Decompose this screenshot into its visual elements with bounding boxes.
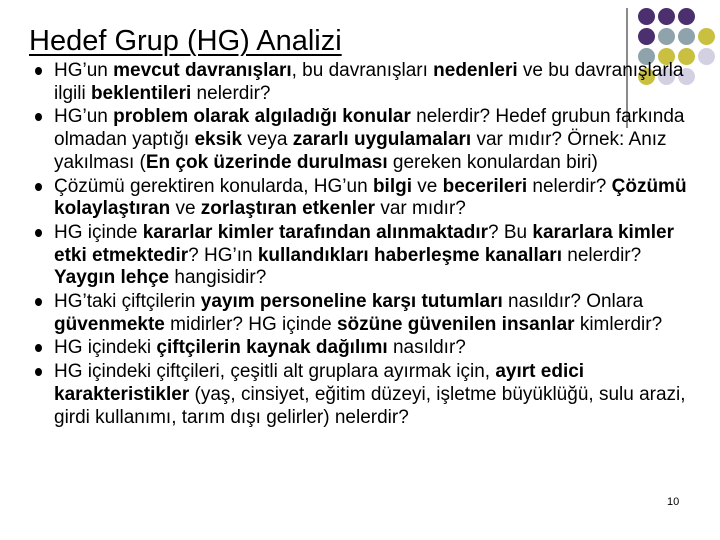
bullet-text: hangisidir?	[169, 267, 267, 289]
slide-title: Hedef Grup (HG) Analizi	[29, 25, 342, 57]
bullet-text: gereken konulardan biri)	[387, 151, 598, 173]
bullet-item	[34, 291, 694, 336]
bullet-bold-text: kararlar kimler tarafından alınmaktadır	[142, 221, 489, 243]
bullet-text: ? Bu	[488, 221, 533, 243]
bullet-bold-text: çiftçilerin kaynak dağılımı	[156, 337, 388, 359]
bullet-item	[34, 176, 694, 221]
bullet-text: nelerdir?	[191, 82, 271, 104]
decorative-dot	[638, 28, 655, 45]
page-number: 10	[667, 496, 680, 508]
bullet-bold-text: sözüne güvenilen insanlar	[336, 313, 575, 335]
bullet-item	[34, 361, 694, 429]
decorative-dot	[638, 8, 655, 25]
bullet-text: HG içindeki	[54, 337, 157, 359]
bullet-bold-text: zararlı uygulamaları	[292, 129, 472, 151]
bullet-bold-text: bilgi	[372, 175, 412, 197]
bullet-text: nasıldır? Onlara	[502, 291, 644, 313]
bullet-text: ve	[412, 175, 443, 197]
decorative-dot	[698, 48, 715, 65]
bullet-text: nasıldır?	[387, 337, 466, 359]
bullet-bold-text: beklentileri	[90, 82, 192, 104]
bullet-bold-text: nedenleri	[433, 60, 518, 81]
bullet-text: ve	[170, 198, 201, 220]
bullet-text: nelerdir?	[527, 175, 612, 197]
bullet-text: , bu davranışları	[291, 60, 434, 81]
bullet-text: HG’un	[54, 106, 114, 128]
bullet-text: Çözümü gerektiren konularda, HG’un	[54, 175, 373, 197]
bullet-text: HG’un	[54, 60, 114, 81]
bullet-bold-text: En çok üzerinde durulması	[145, 151, 388, 173]
bullet-item	[34, 337, 694, 360]
bullet-bold-text: mevcut davranışları	[113, 60, 292, 81]
bullet-bold-text: becerileri	[442, 175, 528, 197]
bullet-bold-text: güvenmekte	[54, 313, 165, 335]
bullet-text: HG içinde	[54, 221, 143, 243]
bullet-bold-text: yayım personeline karşı tutumları	[200, 291, 503, 313]
decorative-dot	[658, 28, 675, 45]
bullet-text: nelerdir? Hedef grubun farkında olmadan yaptığı	[54, 106, 685, 151]
decorative-dot	[678, 28, 695, 45]
bullet-list	[34, 60, 694, 430]
bullet-item	[34, 60, 694, 105]
bullet-text: midirler? HG içinde	[164, 313, 337, 335]
bullet-bold-text: Çözümü kolaylaştıran	[54, 175, 687, 220]
bullet-bold-text: zorlaştıran etkenler	[200, 198, 376, 220]
bullet-text: ? HG’ın	[188, 244, 258, 266]
bullet-item	[34, 106, 694, 174]
bullet-text: kimlerdir?	[574, 313, 663, 335]
bullet-bold-text: ayırt edici karakteristikler	[54, 361, 585, 405]
bullet-bold-text: kararlara kimler etki etmektedir	[54, 221, 674, 266]
bullet-text: var mıdır?	[375, 198, 466, 220]
decorative-dot	[698, 28, 715, 45]
bullet-text: ve bu davranışlarla ilgili	[54, 60, 684, 104]
bullet-bold-text: eksik	[194, 129, 243, 151]
bullet-bold-text: kullandıkları haberleşme kanalları	[257, 244, 562, 266]
decorative-dot	[658, 8, 675, 25]
bullet-text: (yaş, cinsiyet, eğitim düzeyi, işletme büyüklüğü, sulu arazi, girdi kullanımı, tarım dışı gelirler) nelerdir?	[54, 383, 686, 428]
bullet-text: HG içindeki çiftçileri, çeşitli alt gruplara ayırmak için,	[54, 361, 496, 383]
bullet-bold-text: problem olarak algıladığı konular	[113, 106, 411, 128]
bullet-bold-text: Yaygın lehçe	[54, 267, 170, 289]
bullet-text: HG’taki çiftçilerin	[54, 291, 201, 313]
bullet-text: var mıdır? Örnek: Anız yakılması (	[54, 129, 667, 173]
decorative-dot	[678, 8, 695, 25]
bullet-text: nelerdir?	[561, 244, 642, 266]
bullet-text: veya	[242, 129, 293, 151]
bullet-item	[34, 222, 694, 290]
